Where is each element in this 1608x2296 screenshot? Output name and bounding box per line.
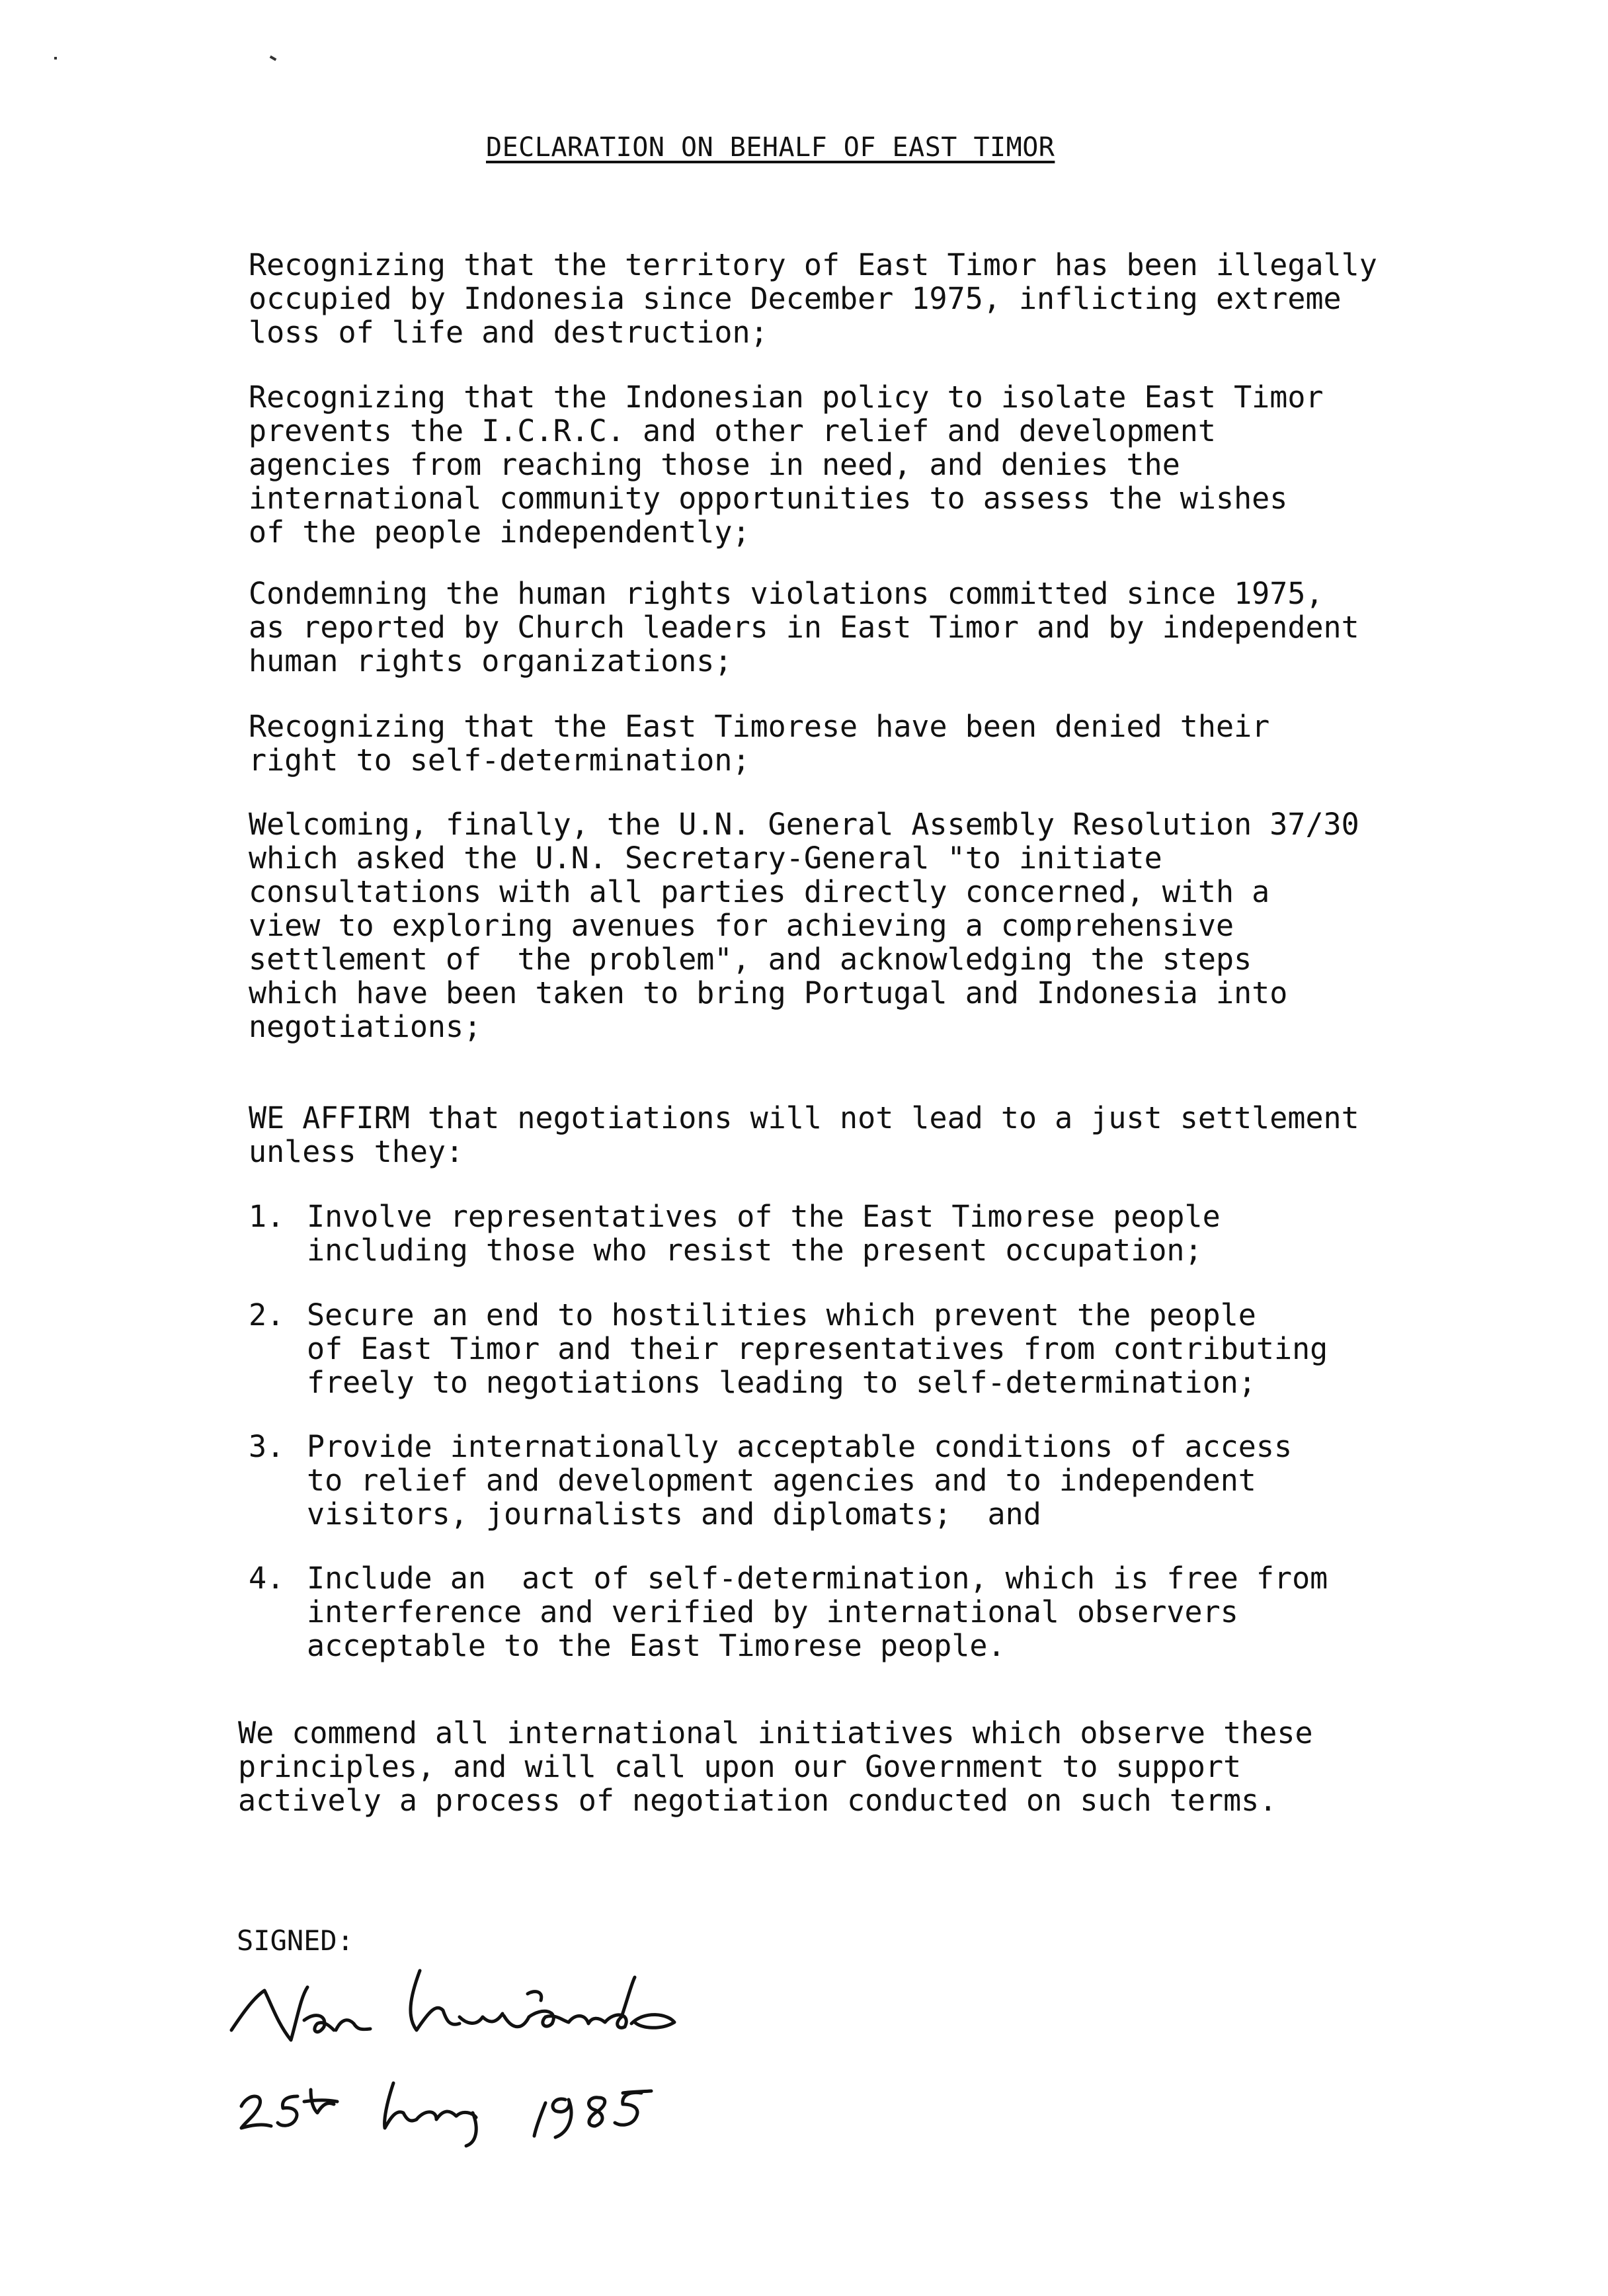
condition-number: 2. xyxy=(249,1297,285,1332)
paragraph-recognizing-isolation: Recognizing that the Indonesian policy to isolate East Timor prevents the I.C.R.C. and other relief and development agencies from reaching those in need, and denies the international community opportunities to assess the wishes of the people independently; xyxy=(249,380,1324,550)
paragraph-welcoming-resolution: Welcoming, finally, the U.N. General Assembly Resolution 37/30 which asked the U.N. Secretary-General "to initiate consultations with all parties directly concerned, with a view to exploring avenues for achieving a comprehensive settlement of the problem", and acknowledging the steps which have been taken to bring Portugal and Indonesia into negotiations; xyxy=(249,807,1359,1044)
scan-speck xyxy=(270,56,277,61)
condition-text: Provide internationally acceptable conditions of access to relief and development agencies and to independent visitors, journalists and diplomats; and xyxy=(307,1429,1293,1532)
closing-paragraph: We commend all international initiatives which observe these principles, and will call upon our Government to support actively a process of negotiation conducted on such terms. xyxy=(238,1715,1313,1818)
paragraph-condemning-violations: Condemning the human rights violations committed since 1975, as reported by Church leaders in East Timor and by independent human rights organizations; xyxy=(249,576,1359,678)
condition-text: Involve representatives of the East Timorese people including those who resist the present occupation; xyxy=(307,1199,1221,1268)
condition-number: 4. xyxy=(249,1561,285,1596)
affirm-statement: WE AFFIRM that negotiations will not lead to a just settlement unless they: xyxy=(249,1100,1359,1169)
handwritten-signature xyxy=(218,1931,813,2149)
paragraph-recognizing-self-determination: Recognizing that the East Timorese have been denied their right to self-determination; xyxy=(249,709,1270,778)
condition-number: 3. xyxy=(249,1429,285,1464)
scan-speck xyxy=(54,57,57,60)
signed-label: SIGNED: xyxy=(237,1924,354,1957)
document-title: DECLARATION ON BEHALF OF EAST TIMOR xyxy=(486,132,1055,163)
paragraph-recognizing-occupation: Recognizing that the territory of East Timor has been illegally occupied by Indonesia since December 1975, inflicting extreme loss of life and destruction; xyxy=(249,247,1377,350)
condition-text: Include an act of self-determination, which is free from interference and verified by international observers acceptable to the East Timorese people. xyxy=(307,1561,1328,1663)
condition-number: 1. xyxy=(249,1199,285,1234)
condition-text: Secure an end to hostilities which prevent the people of East Timor and their representatives from contributing freely to negotiations leading to self-determination; xyxy=(307,1297,1328,1400)
